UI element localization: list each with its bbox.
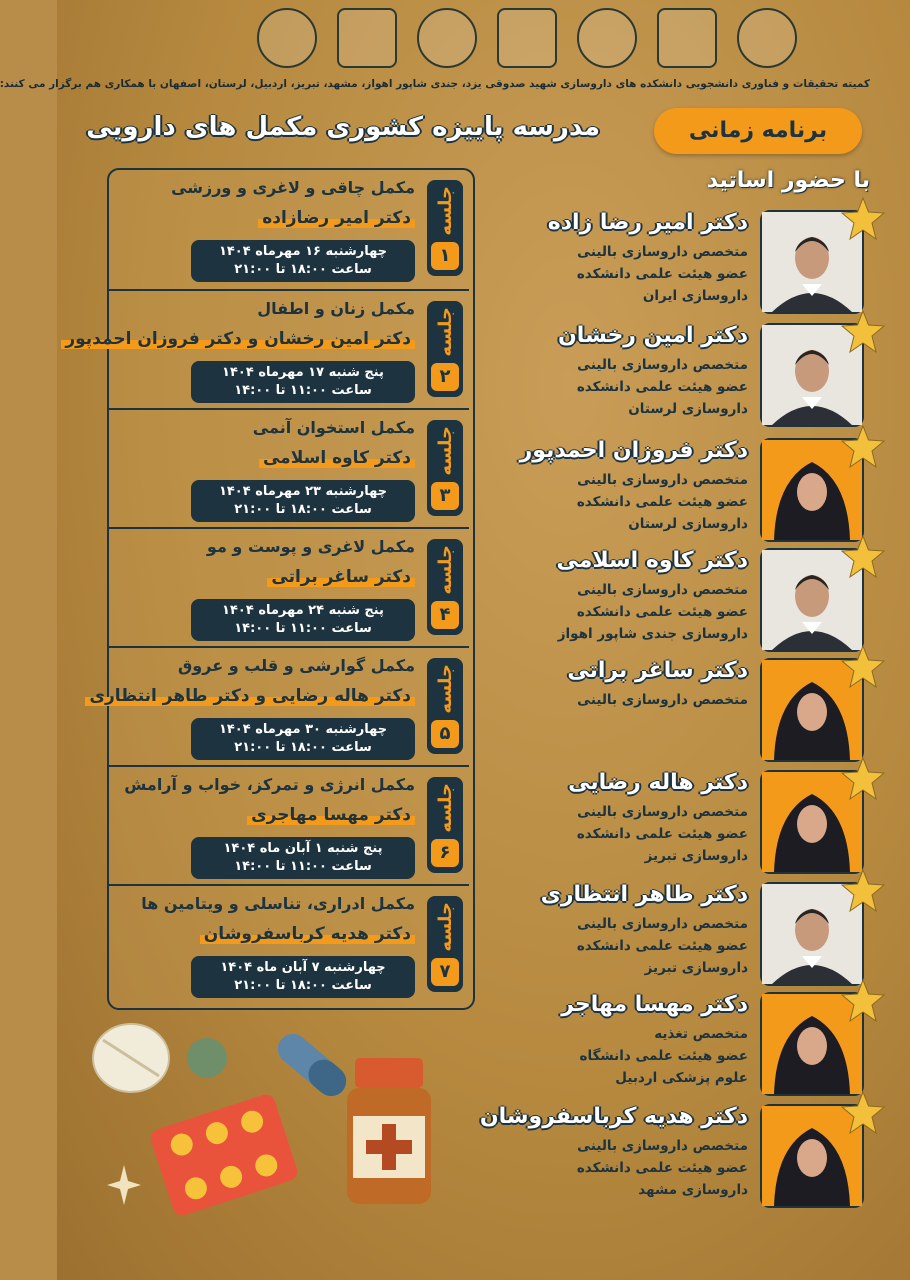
session-number: ۳ bbox=[431, 482, 459, 510]
logo-6 bbox=[657, 8, 717, 68]
session-teacher: دکتر ساغر براتی bbox=[267, 567, 415, 587]
session-topic: مکمل زنان و اطفال bbox=[257, 299, 415, 318]
session-badge bbox=[427, 896, 463, 992]
session-badge bbox=[427, 420, 463, 516]
professor-detail: داروسازی لرستان bbox=[628, 401, 748, 417]
professor-card bbox=[479, 1104, 864, 1210]
professor-name: دکتر ساغر براتی bbox=[567, 658, 748, 683]
blister-pack-icon bbox=[149, 1090, 299, 1220]
session-row bbox=[65, 289, 469, 407]
professor-name: دکتر فروزان احمدپور bbox=[519, 438, 748, 463]
session-word: جلسه bbox=[434, 186, 456, 236]
session-row bbox=[109, 170, 469, 286]
session-number: ۵ bbox=[431, 720, 459, 748]
session-datetime bbox=[191, 718, 415, 760]
session-badge bbox=[427, 658, 463, 754]
professor-detail: علوم پزشکی اردبیل bbox=[615, 1070, 748, 1086]
session-date: پنج شنبه ۲۴ مهرماه ۱۴۰۴ bbox=[222, 603, 384, 618]
university-logos bbox=[257, 8, 797, 70]
professor-name: دکتر مهسا مهاجر bbox=[561, 992, 748, 1017]
session-datetime bbox=[191, 956, 415, 998]
professor-detail: عضو هیئت علمی دانشکده bbox=[576, 604, 748, 620]
professor-detail: عضو هیئت علمی دانشکده bbox=[576, 938, 748, 954]
session-row bbox=[109, 765, 469, 883]
professor-name: دکتر امین رخشان bbox=[558, 323, 748, 348]
with-professors-heading: با حضور اساتید bbox=[706, 168, 870, 193]
professor-name: دکتر طاهر انتظاری bbox=[540, 882, 748, 907]
session-number: ۴ bbox=[431, 601, 459, 629]
professor-name: دکتر هاله رضایی bbox=[568, 770, 748, 795]
professor-card bbox=[494, 992, 864, 1098]
session-number: ۲ bbox=[431, 363, 459, 391]
session-topic: مکمل لاغری و پوست و مو bbox=[206, 537, 415, 556]
star-icon bbox=[840, 756, 886, 802]
medicine-bottle-icon bbox=[341, 1058, 437, 1206]
session-date: پنج شنبه ۱ آبان ماه ۱۴۰۴ bbox=[223, 841, 383, 856]
professor-detail: عضو هیئت علمی دانشکده bbox=[576, 826, 748, 842]
session-word: جلسه bbox=[434, 664, 456, 714]
session-number: ۱ bbox=[431, 242, 459, 270]
professor-card bbox=[494, 438, 864, 544]
session-badge bbox=[427, 777, 463, 873]
session-word: جلسه bbox=[434, 783, 456, 833]
session-row bbox=[109, 408, 469, 526]
star-icon bbox=[840, 196, 886, 242]
session-topic: مکمل استخوان آنمی bbox=[252, 418, 415, 437]
session-row bbox=[109, 527, 469, 645]
session-teacher: دکتر هاله رضایی و دکتر طاهر انتظاری bbox=[85, 686, 415, 706]
logo-2 bbox=[337, 8, 397, 68]
page-title: مدرسه پاییزه کشوری مکمل های دارویی bbox=[86, 112, 600, 142]
professor-name: دکتر هدیه کرباسفروشان bbox=[479, 1104, 748, 1129]
professor-detail: متخصص داروسازی بالینی bbox=[577, 916, 748, 932]
professor-detail: متخصص داروسازی بالینی bbox=[577, 582, 748, 598]
professor-detail: داروسازی جندی شاپور اهواز bbox=[557, 626, 748, 642]
session-datetime bbox=[191, 240, 415, 282]
session-time: ساعت ۱۱:۰۰ تا ۱۴:۰۰ bbox=[234, 621, 372, 636]
professor-detail: عضو هیئت علمی دانشگاه bbox=[579, 1048, 748, 1064]
session-topic: مکمل ادراری، تناسلی و ویتامین ها bbox=[141, 894, 415, 913]
session-word: جلسه bbox=[434, 902, 456, 952]
professor-card bbox=[494, 658, 864, 764]
star-icon bbox=[840, 424, 886, 470]
pill-round-icon bbox=[91, 1020, 171, 1096]
session-datetime bbox=[191, 480, 415, 522]
logo-3 bbox=[417, 8, 477, 68]
professor-card bbox=[494, 323, 864, 429]
session-date: چهارشنبه ۲۳ مهرماه ۱۴۰۴ bbox=[218, 484, 388, 499]
professor-detail: داروسازی ایران bbox=[642, 288, 748, 304]
logo-4 bbox=[497, 8, 557, 68]
session-time: ساعت ۱۱:۰۰ تا ۱۴:۰۰ bbox=[234, 859, 372, 874]
pill-green-icon bbox=[185, 1036, 229, 1080]
session-number: ۷ bbox=[431, 958, 459, 986]
session-word: جلسه bbox=[434, 545, 456, 595]
logo-5 bbox=[577, 8, 637, 68]
sessions-panel bbox=[65, 168, 475, 1010]
session-datetime bbox=[191, 599, 415, 641]
session-teacher: دکتر امین رخشان و دکتر فروزان احمدپور bbox=[61, 329, 415, 349]
star-icon bbox=[840, 309, 886, 355]
schedule-label: برنامه زمانی bbox=[654, 108, 862, 154]
session-date: چهارشنبه ۷ آبان ماه ۱۴۰۴ bbox=[220, 960, 386, 975]
session-word: جلسه bbox=[434, 307, 456, 357]
logo-7 bbox=[737, 8, 797, 68]
star-icon bbox=[840, 1090, 886, 1136]
star-icon bbox=[840, 978, 886, 1024]
professor-detail: عضو هیئت علمی دانشکده bbox=[576, 1160, 748, 1176]
star-icon bbox=[840, 644, 886, 690]
professor-detail: داروسازی تبریز bbox=[644, 960, 748, 976]
session-word: جلسه bbox=[434, 426, 456, 476]
professor-detail: عضو هیئت علمی دانشکده bbox=[576, 494, 748, 510]
session-date: چهارشنبه ۱۶ مهرماه ۱۴۰۴ bbox=[218, 244, 388, 259]
session-datetime bbox=[191, 837, 415, 879]
professor-detail: متخصص داروسازی بالینی bbox=[577, 1138, 748, 1154]
session-badge bbox=[427, 539, 463, 635]
session-teacher: دکتر کاوه اسلامی bbox=[259, 448, 415, 468]
session-row bbox=[109, 884, 469, 1002]
session-teacher: دکتر مهسا مهاجری bbox=[247, 805, 415, 825]
professor-detail: داروسازی لرستان bbox=[628, 516, 748, 532]
session-teacher: دکتر امیر رضازاده bbox=[258, 208, 415, 228]
session-topic: مکمل چاقی و لاغری و ورزشی bbox=[171, 178, 415, 197]
professor-detail: متخصص داروسازی بالینی bbox=[577, 244, 748, 260]
star-icon bbox=[840, 868, 886, 914]
professor-name: دکتر کاوه اسلامی bbox=[556, 548, 748, 573]
session-badge bbox=[427, 180, 463, 276]
session-time: ساعت ۱۸:۰۰ تا ۲۱:۰۰ bbox=[234, 740, 372, 755]
session-badge bbox=[427, 301, 463, 397]
professor-detail: متخصص داروسازی بالینی bbox=[577, 692, 748, 708]
session-topic: مکمل انرژی و تمرکز، خواب و آرامش bbox=[124, 775, 415, 794]
star-icon bbox=[840, 534, 886, 580]
professor-detail: متخصص تغذیه bbox=[654, 1026, 748, 1042]
session-row bbox=[89, 646, 469, 764]
session-datetime bbox=[191, 361, 415, 403]
session-time: ساعت ۱۸:۰۰ تا ۲۱:۰۰ bbox=[234, 502, 372, 517]
professor-card bbox=[494, 882, 864, 988]
session-number: ۶ bbox=[431, 839, 459, 867]
session-date: پنج شنبه ۱۷ مهرماه ۱۴۰۴ bbox=[222, 365, 384, 380]
professor-detail: داروسازی مشهد bbox=[638, 1182, 748, 1198]
professor-card bbox=[494, 210, 864, 316]
logo-1 bbox=[257, 8, 317, 68]
professor-card bbox=[494, 770, 864, 876]
professor-detail: عضو هیئت علمی دانشکده bbox=[576, 266, 748, 282]
professor-card bbox=[494, 548, 864, 654]
session-time: ساعت ۱۸:۰۰ تا ۲۱:۰۰ bbox=[234, 262, 372, 277]
professor-detail: متخصص داروسازی بالینی bbox=[577, 472, 748, 488]
session-time: ساعت ۱۱:۰۰ تا ۱۴:۰۰ bbox=[234, 383, 372, 398]
professor-detail: عضو هیئت علمی دانشکده bbox=[576, 379, 748, 395]
professor-name: دکتر امیر رضا زاده bbox=[547, 210, 748, 235]
session-topic: مکمل گوارشی و قلب و عروق bbox=[178, 656, 415, 675]
professor-detail: متخصص داروسازی بالینی bbox=[577, 357, 748, 373]
sparkle-icon bbox=[107, 1165, 141, 1205]
professor-detail: متخصص داروسازی بالینی bbox=[577, 804, 748, 820]
sponsor-text: کمیته تحقیقات و فناوری دانشجویی دانشکده های داروسازی شهید صدوقی یزد، جندی شاپور اهواز، مشهد، تبریز، اردبیل، لرستان، اصفهان با همکاری هم برگزار می کنند: bbox=[0, 78, 870, 90]
session-date: چهارشنبه ۳۰ مهرماه ۱۴۰۴ bbox=[218, 722, 388, 737]
session-time: ساعت ۱۸:۰۰ تا ۲۱:۰۰ bbox=[234, 978, 372, 993]
professor-detail: داروسازی تبریز bbox=[644, 848, 748, 864]
session-teacher: دکتر هدیه کرباسفروشان bbox=[200, 924, 415, 944]
